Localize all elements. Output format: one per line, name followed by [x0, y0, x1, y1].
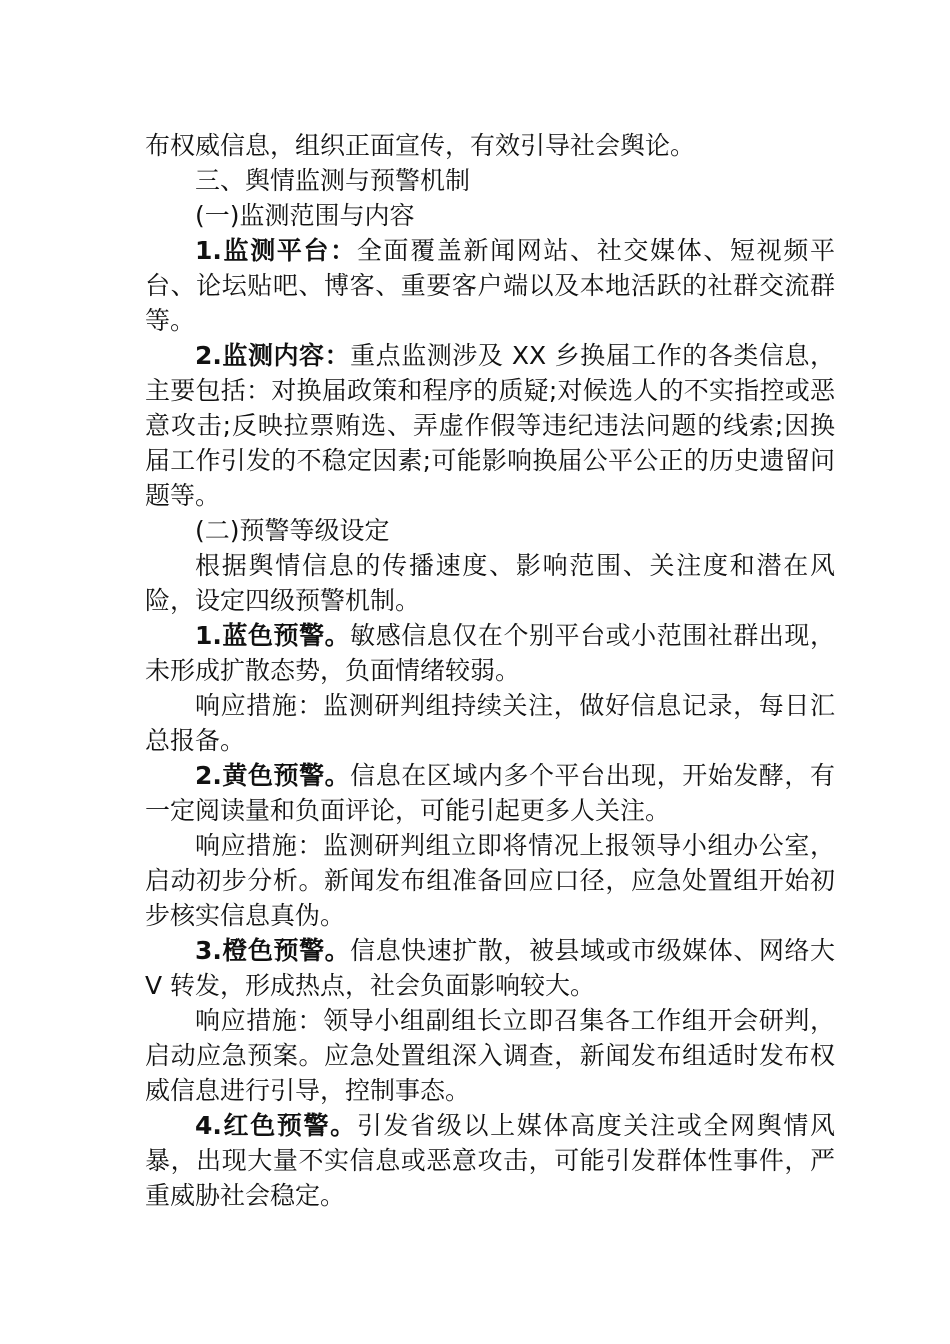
document-page — [145, 128, 835, 1213]
heading-text: (一)监测范围与内容 — [195, 201, 415, 230]
paragraph-text: 重点监测涉及 XX 乡换届工作的各类信息，主要包括：对换届政策和程序的质疑;对候选人的不实指控或恶意攻击;反映拉票贿选、弄虚作假等违纪违法问题的线索;因换届工作引发的不稳定因素;可能影响换届公平公正的历史遗留问题等。 — [145, 341, 835, 510]
paragraph-text: 全面覆盖新闻网站、社交媒体、短视频平台、论坛贴吧、博客、重要客户端以及本地活跃的社群交流群等。 — [145, 236, 835, 335]
paragraph-monitoring-platform — [145, 233, 835, 338]
paragraph-orange-warning — [145, 933, 835, 1003]
subsection-heading-warning-levels — [145, 513, 835, 548]
paragraph-lead: 2.黄色预警。 — [195, 761, 351, 790]
paragraph-text: 根据舆情信息的传播速度、影响范围、关注度和潜在风险，设定四级预警机制。 — [145, 551, 835, 615]
heading-text: (二)预警等级设定 — [195, 516, 390, 545]
paragraph-text: 信息快速扩散，被县域或市级媒体、网络大 V 转发，形成热点，社会负面影响较大。 — [145, 936, 835, 1000]
paragraph-warning-intro — [145, 548, 835, 618]
paragraph-text: 敏感信息仅在个别平台或小范围社群出现，未形成扩散态势，负面情绪较弱。 — [145, 621, 835, 685]
paragraph-blue-warning — [145, 618, 835, 688]
paragraph-lead: 1.蓝色预警。 — [195, 621, 351, 650]
paragraph-text: 引发省级以上媒体高度关注或全网舆情风暴，出现大量不实信息或恶意攻击，可能引发群体性事件，严重威胁社会稳定。 — [145, 1111, 835, 1210]
paragraph-lead: 1.监测平台： — [195, 236, 357, 265]
subsection-heading-scope — [145, 198, 835, 233]
paragraph-orange-response — [145, 1003, 835, 1108]
paragraph-monitoring-content — [145, 338, 835, 513]
paragraph-yellow-response — [145, 828, 835, 933]
paragraph-continuation — [145, 128, 835, 163]
paragraph-red-warning — [145, 1108, 835, 1213]
paragraph-text: 信息在区域内多个平台出现，开始发酵，有一定阅读量和负面评论，可能引起更多人关注。 — [145, 761, 835, 825]
paragraph-text: 响应措施：监测研判组持续关注，做好信息记录，每日汇总报备。 — [145, 691, 835, 755]
paragraph-text: 响应措施：监测研判组立即将情况上报领导小组办公室，启动初步分析。新闻发布组准备回应口径，应急处置组开始初步核实信息真伪。 — [145, 831, 835, 930]
paragraph-lead: 2.监测内容： — [195, 341, 351, 370]
heading-text: 三、舆情监测与预警机制 — [195, 166, 471, 195]
paragraph-blue-response — [145, 688, 835, 758]
paragraph-lead: 3.橙色预警。 — [195, 936, 351, 965]
paragraph-text: 布权威信息，组织正面宣传，有效引导社会舆论。 — [145, 131, 696, 160]
paragraph-yellow-warning — [145, 758, 835, 828]
section-heading-monitoring — [145, 163, 835, 198]
paragraph-text: 响应措施：领导小组副组长立即召集各工作组开会研判，启动应急预案。应急处置组深入调查，新闻发布组适时发布权威信息进行引导，控制事态。 — [145, 1006, 835, 1105]
paragraph-lead: 4.红色预警。 — [195, 1111, 357, 1140]
